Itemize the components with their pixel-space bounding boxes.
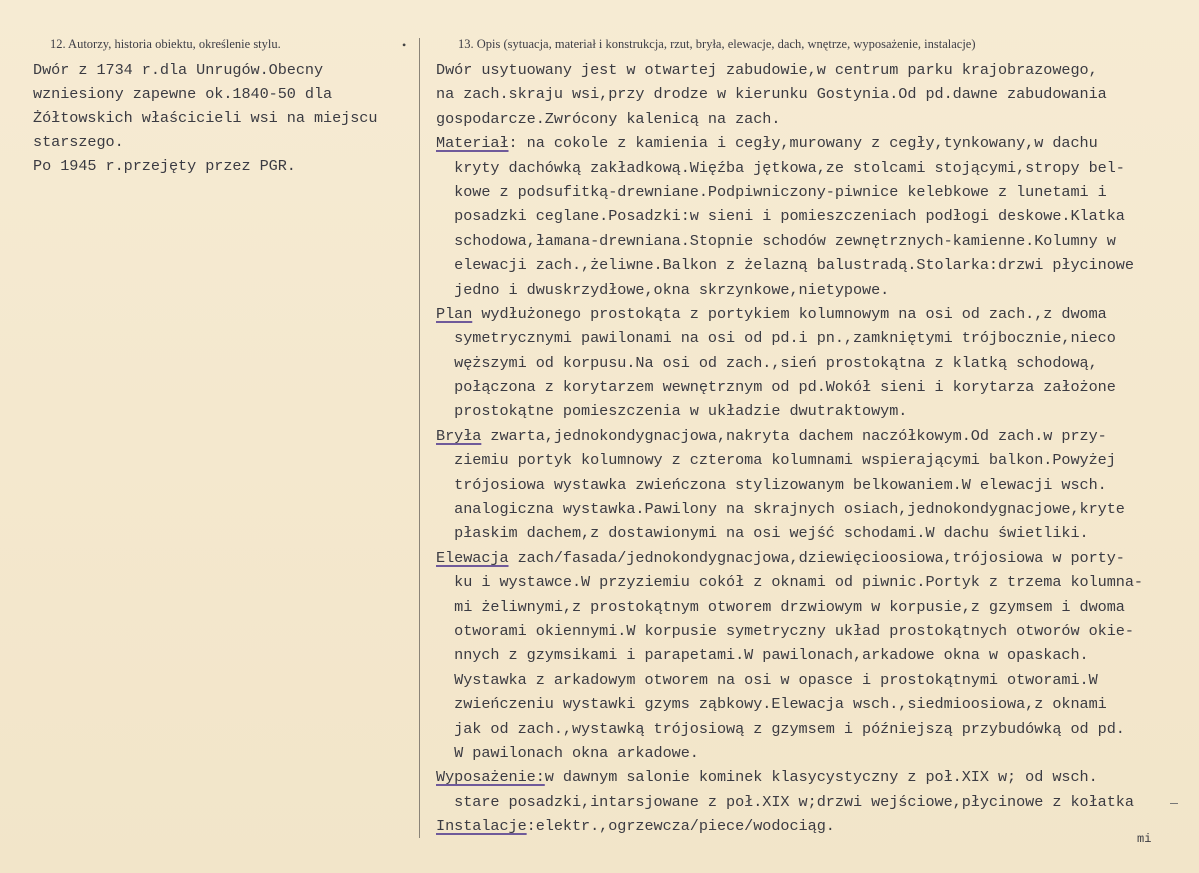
section-keyword: Instalacje <box>436 817 527 836</box>
description-text: analogiczna wystawka.Pawilony na skrajnych osiach,jednokondygnacjowe,kryte <box>436 500 1125 519</box>
history-column <box>33 58 413 178</box>
description-text: mi żeliwnymi,z prostokątnym otworem drzwiowym w korpusie,z gzymsem i dwoma <box>436 597 1125 616</box>
description-line <box>436 521 1196 545</box>
description-line <box>436 570 1196 594</box>
description-text: na zach.skraju wsi,przy drodze w kierunku Gostynia.Od pd.dawne zabudowania <box>436 85 1107 104</box>
history-line: starszego. <box>33 133 124 152</box>
description-line <box>436 497 1196 521</box>
description-line <box>436 278 1196 302</box>
description-text: W pawilonach okna arkadowe. <box>436 743 699 762</box>
description-text: trójosiowa wystawka zwieńczona stylizowanym belkowaniem.W elewacji wsch. <box>436 475 1107 494</box>
description-column <box>436 58 1196 839</box>
description-text: kowe z podsufitką-drewniane.Podpiwniczony-piwnice kelebkowe z lunetami i <box>436 182 1107 201</box>
description-text: stare posadzki,intarsjowane z poł.XIX w;drzwi wejściowe,płycinowe z kołatka <box>436 792 1134 811</box>
description-line <box>436 448 1196 472</box>
description-line <box>436 692 1196 716</box>
description-line <box>436 473 1196 497</box>
description-text: kryty dachówką zakładkową.Więźba jętkowa,ze stolcami stojącymi,stropy bel- <box>436 158 1125 177</box>
description-line <box>436 351 1196 375</box>
section-keyword: Wyposażenie: <box>436 768 545 787</box>
description-text: połączona z korytarzem wewnętrznym od pd.Wokół sieni i korytarza założone <box>436 378 1116 397</box>
history-line: Dwór z 1734 r.dla Unrugów.Obecny <box>33 61 324 79</box>
description-line <box>436 424 1196 448</box>
description-text: :elektr.,ogrzewcza/piece/wodociąg. <box>526 817 835 836</box>
description-line <box>436 302 1196 326</box>
description-text: zwarta,jednokondygnacjowa,nakryta dachem naczółkowym.Od zach.w przy- <box>481 426 1107 445</box>
description-line <box>436 717 1196 741</box>
description-text: ziemiu portyk kolumnowy z czteroma kolumnami wspierającymi balkon.Powyżej <box>436 451 1116 470</box>
description-line <box>436 375 1196 399</box>
description-line <box>436 619 1196 643</box>
header-dot-mark: • <box>402 38 407 52</box>
history-line: Po 1945 r.przejęty przez PGR. <box>33 157 296 176</box>
description-line <box>436 82 1196 106</box>
section-keyword: Plan <box>436 304 473 323</box>
description-line <box>436 326 1196 350</box>
description-text: ku i wystawce.W przyziemiu cokół z oknami od piwnic.Portyk z trzema kolumna- <box>436 573 1143 592</box>
description-line <box>436 741 1196 765</box>
description-text: w dawnym salonie kominek klasycystyczny z poł.XIX w; od wsch. <box>544 768 1098 787</box>
description-line <box>436 546 1196 570</box>
description-line <box>436 643 1196 667</box>
description-line <box>436 107 1196 131</box>
description-line <box>436 814 1196 838</box>
description-text: gospodarcze.Zwrócony kalenicą na zach. <box>436 109 781 128</box>
history-line: wzniesiony zapewne ok.1840-50 dla <box>33 85 333 104</box>
description-line <box>436 180 1196 204</box>
section-keyword: Bryła <box>436 426 482 445</box>
description-line <box>436 790 1196 814</box>
section-keyword: Elewacja <box>436 548 509 567</box>
description-line <box>436 131 1196 155</box>
description-line <box>436 58 1196 82</box>
description-line <box>436 229 1196 253</box>
description-line <box>436 765 1196 789</box>
description-text: Dwór usytuowany jest w otwartej zabudowie,w centrum parku krajobrazowego, <box>436 61 1098 79</box>
description-line <box>436 668 1196 692</box>
description-text: posadzki ceglane.Posadzki:w sieni i pomieszczeniach podłogi deskowe.Klatka <box>436 207 1125 226</box>
description-line <box>436 156 1196 180</box>
description-line <box>436 399 1196 423</box>
section-13-header: 13. Opis (sytuacja, materiał i konstrukcja, rzut, bryła, elewacje, dach, wnętrze, wyposażenie, instalacje) <box>458 37 976 51</box>
description-text: prostokątne pomieszczenia w układzie dwutraktowym. <box>436 402 908 421</box>
section-12-header: 12. Autorzy, historia obiektu, określenie stylu. <box>50 37 281 51</box>
description-text: zwieńczeniu wystawki gzyms ząbkowy.Elewacja wsch.,siedmioosiowa,z oknami <box>436 695 1107 714</box>
description-text: symetrycznymi pawilonami na osi od pd.i pn.,zamkniętymi trójbocznie,nieco <box>436 329 1116 348</box>
margin-tick-mark <box>1170 803 1178 804</box>
description-text: wydłużonego prostokąta z portykiem kolumnowym na osi od zach.,z dwoma <box>472 304 1107 323</box>
description-text: płaskim dachem,z dostawionymi na osi wejść schodami.W dachu świetliki. <box>436 524 1089 543</box>
description-text: Wystawka z arkadowym otworem na osi w opasce i prostokątnymi otworami.W <box>436 670 1098 689</box>
description-text: węższymi od korpusu.Na osi od zach.,sień prostokątna z klatką schodową, <box>436 353 1098 372</box>
description-text: elewacji zach.,żeliwne.Balkon z żelazną balustradą.Stolarka:drzwi płycinowe <box>436 256 1134 275</box>
description-line <box>436 595 1196 619</box>
description-text: nnych z gzymsikami i parapetami.W pawilonach,arkadowe okna w opaskach. <box>436 646 1089 665</box>
history-line: Żółtowskich właścicieli wsi na miejscu <box>33 109 378 128</box>
overflow-word-fragment: mi <box>1137 832 1152 846</box>
description-text: schodowa,łamana-drewniana.Stopnie schodów zewnętrznych-kamienne.Kolumny w <box>436 231 1116 250</box>
section-keyword: Materiał <box>436 134 509 153</box>
description-line <box>436 253 1196 277</box>
description-text: zach/fasada/jednokondygnacjowa,dziewięcioosiowa,trójosiowa w porty- <box>508 548 1125 567</box>
column-divider <box>419 38 420 838</box>
description-text: : na cokole z kamienia i cegły,murowany z cegły,tynkowany,w dachu <box>508 134 1098 153</box>
description-text: otworami okiennymi.W korpusie symetryczny układ prostokątnych otworów okie- <box>436 621 1134 640</box>
description-text: jedno i dwuskrzydłowe,okna skrzynkowe,nietypowe. <box>436 280 890 299</box>
description-text: jak od zach.,wystawką trójosiową z gzymsem i późniejszą przybudówką od pd. <box>436 719 1125 738</box>
description-line <box>436 204 1196 228</box>
